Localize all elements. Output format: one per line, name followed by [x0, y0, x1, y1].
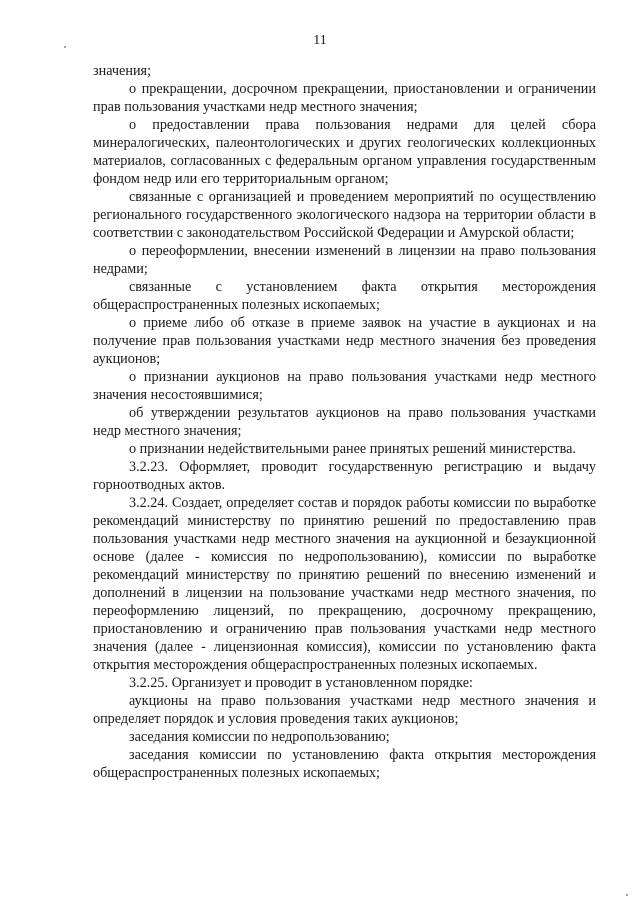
- paragraph: связанные с установлением факта открытия месторождения общераспространенных полезных ископаемых;: [93, 279, 596, 313]
- paragraph: 3.2.23. Оформляет, проводит государственную регистрацию и выдачу горноотводных актов.: [93, 459, 596, 493]
- paragraph: заседания комиссии по недропользованию;: [129, 729, 390, 745]
- paragraph: о признании недействительными ранее принятых решений министерства.: [129, 441, 576, 457]
- paragraph: заседания комиссии по установлению факта открытия месторождения общераспространенных полезных ископаемых;: [93, 747, 596, 781]
- paragraph: о переоформлении, внесении изменений в лицензии на право пользования недрами;: [93, 243, 596, 277]
- paragraph: связанные с организацией и проведением мероприятий по осуществлению регионального государственного экологического надзора на территории области в соответствии с законодательством Российской Федерации и Амурской области;: [93, 189, 596, 241]
- paragraph: значения;: [93, 63, 152, 79]
- paragraph: о признании аукционов на право пользования участками недр местного значения несостоявшимися;: [93, 369, 596, 403]
- paragraph: об утверждении результатов аукционов на право пользования участками недр местного значения;: [93, 405, 596, 439]
- scan-speck: [626, 894, 628, 896]
- paragraph: 3.2.24. Создает, определяет состав и порядок работы комиссии по выработке рекомендаций министерству по принятию решений по предоставлению прав пользования участками недр местного значения на аукционной и безаукционной основе (далее - комиссия по недропользованию), комиссии по выработке рекомендаций министерству по принятию решений по внесению изменений и дополнений в лицензии на пользование участками недр местного значения, по переоформлению лицензий, по прекращению, досрочному прекращению, приостановлению и ограничению прав пользования участками недр местного значения (далее - лицензионная комиссия), комиссии по установлению факта открытия месторождения общераспространенных полезных ископаемых.: [93, 495, 596, 673]
- paragraph: о предоставлении права пользования недрами для целей сбора минералогических, палеонтологических и других геологических коллекционных материалов, согласованных с федеральным органом управления государственным фондом недр или его территориальным органом;: [93, 117, 596, 187]
- page-number: 11: [313, 33, 327, 48]
- paragraph: 3.2.25. Организует и проводит в установленном порядке:: [129, 675, 473, 691]
- paragraph: о приеме либо об отказе в приеме заявок на участие в аукционах и на получение прав пользования участками недр местного значения без проведения аукционов;: [93, 315, 596, 367]
- paragraph: аукционы на право пользования участками недр местного значения и определяет порядок и условия проведения таких аукционов;: [93, 693, 596, 727]
- scan-speck: [64, 46, 66, 48]
- document-body: [93, 62, 596, 782]
- paragraph: о прекращении, досрочном прекращении, приостановлении и ограничении прав пользования участками недр местного значения;: [93, 81, 596, 115]
